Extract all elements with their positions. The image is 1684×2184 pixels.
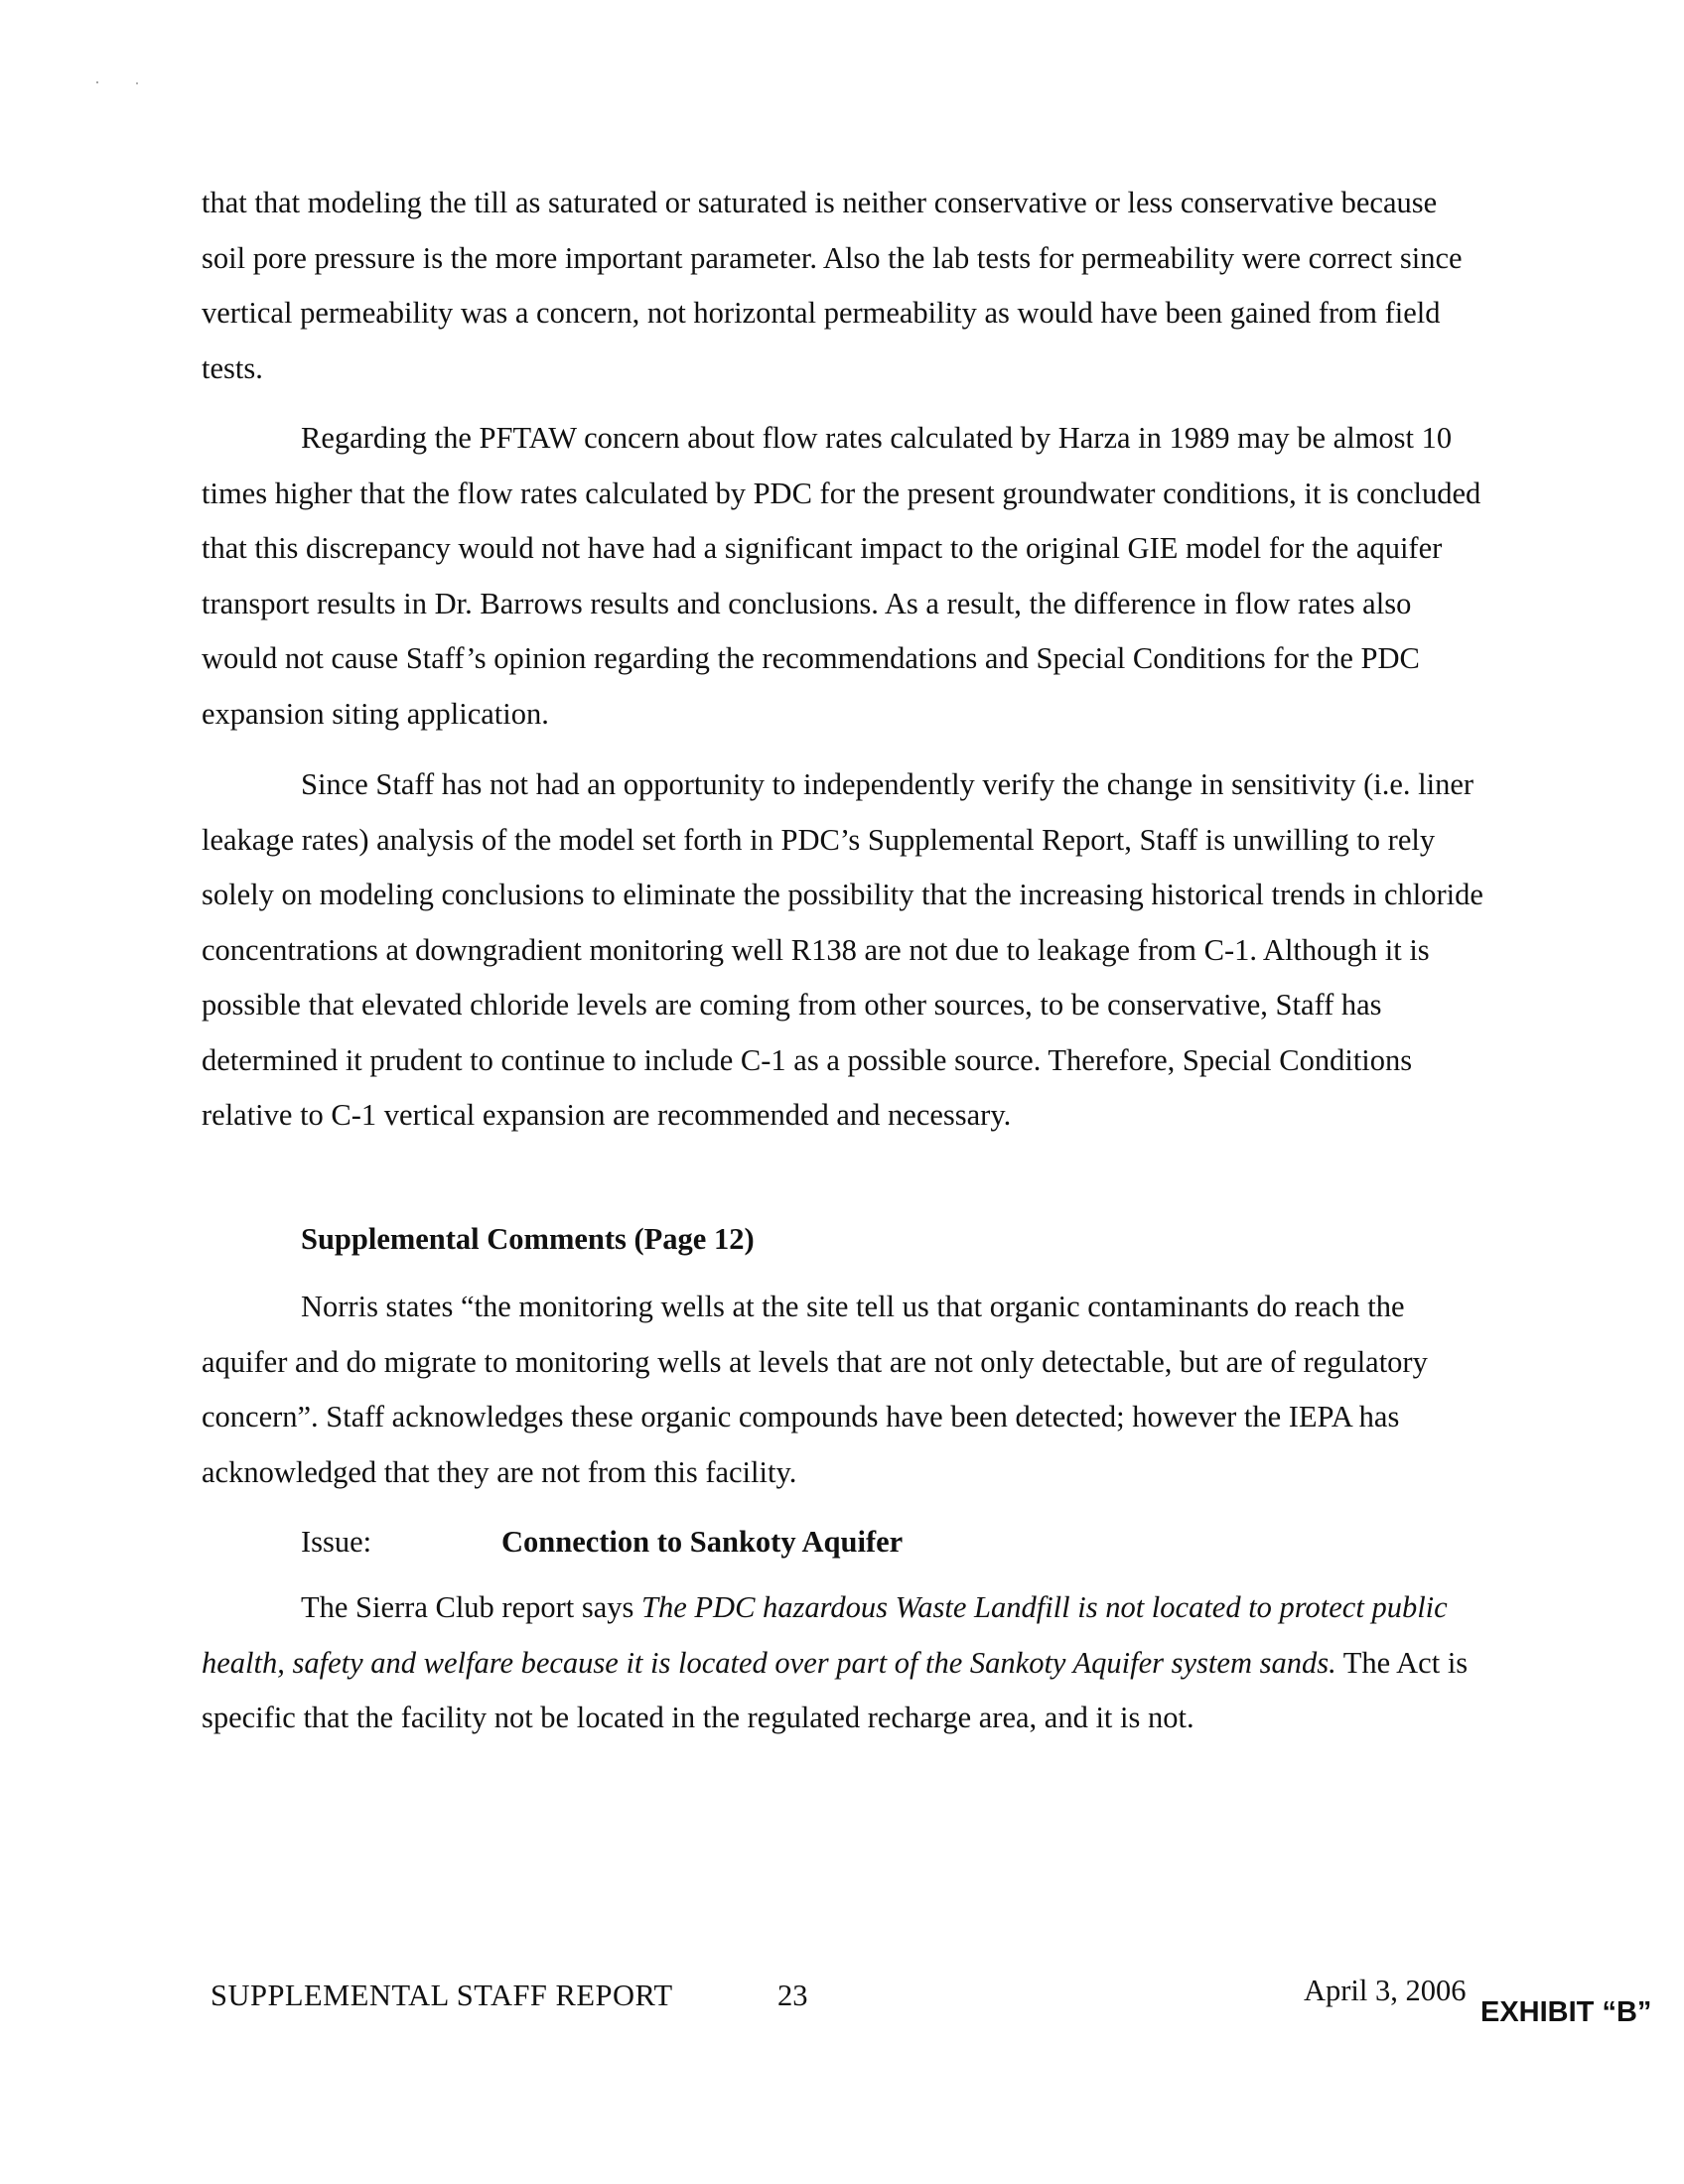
exhibit-stamp: EXHIBIT “B” bbox=[1480, 1996, 1652, 2028]
sierra-club-quote: The PDC hazardous Waste Landfill is not located to protect public health, safety and welfare because it is located over part of the Sankoty Aquifer system sands. bbox=[202, 1590, 1448, 1680]
footer-date: April 3, 2006 bbox=[1304, 1974, 1467, 2007]
scan-specks bbox=[94, 77, 194, 87]
sierra-club-tail: The Act is specific that the facility not be located in the regulated recharge area, and it is not. bbox=[202, 1645, 1469, 1734]
issue-label: Issue: bbox=[301, 1525, 372, 1559]
paragraph-till-modeling: that that modeling the till as saturated or saturated is neither conservative or less conservative because soil pore pressure is the more important parameter. Also the lab tests for permeability were correct since vertical permeability was a concern, not horizontal permeability as would have been gained from field tests. bbox=[202, 186, 1463, 385]
paragraph-flow-rates: Regarding the PFTAW concern about flow rates calculated by Harza in 1989 may be almost 10 times higher that the flow rates calculated by PDC for the present groundwater conditions, it is concluded that this discrepancy would not have had a significant impact to the original GIE model for the aquifer transport results in Dr. Barrows results and conclusions. As a result, the difference in flow rates also would not cause Staff’s opinion regarding the recommendations and Special Conditions for the PDC expansion siting application. bbox=[202, 421, 1481, 731]
sierra-club-lead: The Sierra Club report says bbox=[301, 1590, 642, 1624]
issue-title: Connection to Sankoty Aquifer bbox=[501, 1525, 904, 1559]
paragraph-staff-verification: Since Staff has not had an opportunity to independently verify the change in sensitivity (i.e. liner leakage rates) analysis of the model set forth in PDC’s Supplemental Report, Staff is unwilling to rely solely on modeling conclusions to eliminate the possibility that the increasing historical trends in chloride concentrations at downgradient monitoring well R138 are not due to leakage from C-1. Although it is possible that elevated chloride levels are coming from other sources, to be conservative, Staff has determined it prudent to continue to include C-1 as a possible source. Therefore, Special Conditions relative to C-1 vertical expansion are recommended and necessary. bbox=[202, 767, 1483, 1132]
footer-page-number: 23 bbox=[777, 1979, 808, 2012]
paragraph-sierra-club bbox=[202, 1580, 1484, 1746]
footer-report-title: SUPPLEMENTAL STAFF REPORT bbox=[210, 1979, 673, 2012]
issue-line bbox=[301, 1525, 903, 1560]
paragraph-norris-statement: Norris states “the monitoring wells at the site tell us that organic contaminants do reach the aquifer and do migrate to monitoring wells at levels that are not only detectable, but are of regulatory concern”. Staff acknowledges these organic compounds have been detected; however the IEPA has acknowledged that they are not from this facility. bbox=[202, 1290, 1428, 1489]
section-heading-supplemental-comments: Supplemental Comments (Page 12) bbox=[301, 1222, 755, 1256]
